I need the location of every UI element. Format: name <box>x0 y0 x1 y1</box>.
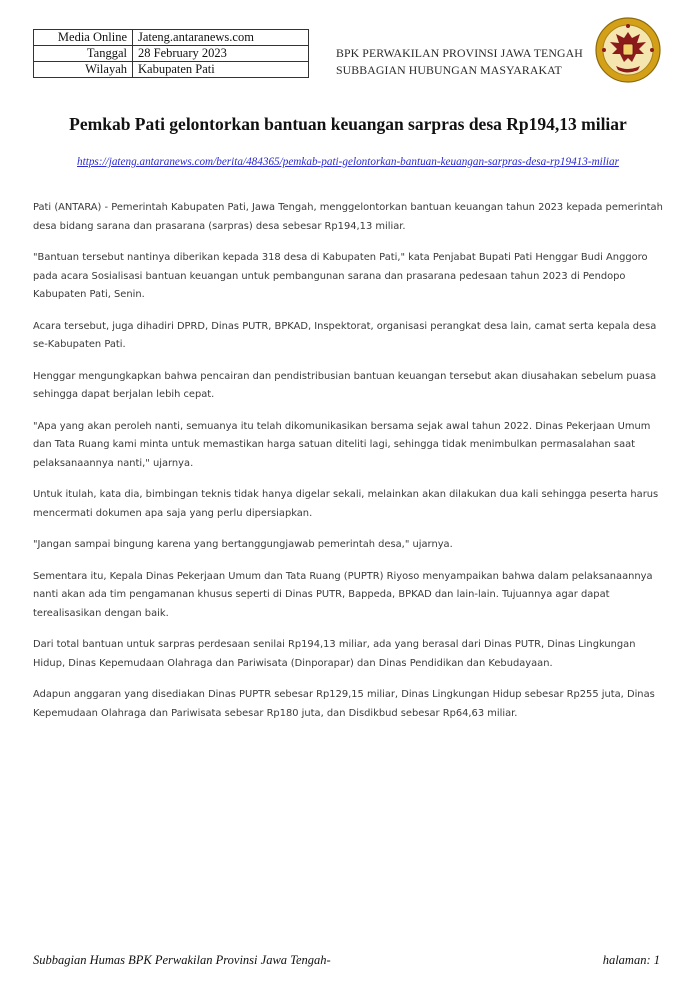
article-source-link[interactable]: https://jateng.antaranews.com/berita/484365/pemkab-pati-gelontorkan-bantuan-keuangan-sarpras-desa-rp19413-miliar <box>77 156 619 168</box>
media-info-label: Tanggal <box>34 46 133 62</box>
organization-header <box>336 45 583 79</box>
media-info-label: Wilayah <box>34 62 133 78</box>
article-title: Pemkab Pati gelontorkan bantuan keuangan sarpras desa Rp194,13 miliar <box>69 114 627 134</box>
organization-name: BPK PERWAKILAN PROVINSI JAWA TENGAH <box>336 46 583 60</box>
organization-division: SUBBAGIAN HUBUNGAN MASYARAKAT <box>336 63 562 77</box>
footer-department: Subbagian Humas BPK Perwakilan Provinsi Jawa Tengah- <box>33 953 331 967</box>
media-info-value: 28 February 2023 <box>133 46 309 62</box>
media-info-row <box>34 62 309 78</box>
article-paragraph: Sementara itu, Kepala Dinas Pekerjaan Umum dan Tata Ruang (PUPTR) Riyoso menyampaikan bahwa dalam pelaksanaannya nanti akan ada tim pengamanan khusus seperti di Dinas PUTR, Bappeda, BPKAD dan lain-lain. Tujuannya agar dapat terealisasikan dengan baik. <box>33 570 653 619</box>
article-paragraph: "Bantuan tersebut nantinya diberikan kepada 318 desa di Kabupaten Pati," kata Penjabat Bupati Pati Henggar Budi Anggoro pada acara Sosialisasi bantuan keuangan untuk pembangunan sarana dan prasarana pedesaan tahun 2023 di Pendopo Kabupaten Pati, Senin. <box>33 252 648 300</box>
media-info-value: Jateng.antaranews.com <box>133 30 309 46</box>
article-body <box>33 199 663 736</box>
media-info-table <box>33 29 309 78</box>
article-paragraph: Pati (ANTARA) - Pemerintah Kabupaten Pati, Jawa Tengah, menggelontorkan bantuan keuangan tahun 2023 kepada pemerintah desa bidang sarana dan prasarana (sarpras) desa sebesar Rp194,13 miliar. <box>33 202 663 232</box>
page-number: halaman: 1 <box>602 953 660 967</box>
media-info-label: Media Online <box>34 30 133 46</box>
article-paragraph: "Jangan sampai bingung karena yang bertanggungjawab pemerintah desa," ujarnya. <box>33 539 453 550</box>
article-paragraph: Henggar mengungkapkan bahwa pencairan dan pendistribusian bantuan keuangan tersebut akan diusahakan sebelum puasa sehingga dapat berjalan lebih cepat. <box>33 370 657 400</box>
article-paragraph: Dari total bantuan untuk sarpras perdesaan senilai Rp194,13 miliar, ada yang berasal dari Dinas PUTR, Dinas Lingkungan Hidup, Dinas Kepemudaan Olahraga dan Pariwisata (Dinporapar) dan Dinas Pendidikan dan Kebudayaan. <box>33 639 636 669</box>
media-info-row <box>34 46 309 62</box>
article-paragraph: Acara tersebut, juga dihadiri DPRD, Dinas PUTR, BPKAD, Inspektorat, organisasi perangkat desa lain, camat serta kepala desa se-Kabupaten Pati. <box>33 320 657 350</box>
article-paragraph: "Apa yang akan peroleh nanti, semuanya itu telah dikomunikasikan bersama sejak awal tahun 2022. Dinas Pekerjaan Umum dan Tata Ruang kami minta untuk memastikan harga satuan diteliti lagi, sehingga tidak menimbulkan permasalahan saat pelaksanaannya nanti," ujarnya. <box>33 420 651 469</box>
article-paragraph: Untuk itulah, kata dia, bimbingan teknis tidak hanya digelar sekali, melainkan akan dilakukan dua kali sehingga peserta harus mencermati dokumen apa saja yang perlu dipersiapkan. <box>33 489 659 519</box>
media-info-row <box>34 30 309 46</box>
media-info-value: Kabupaten Pati <box>133 62 309 78</box>
article-paragraph: Adapun anggaran yang disediakan Dinas PUPTR sebesar Rp129,15 miliar, Dinas Lingkungan Hidup sebesar Rp255 juta, Dinas Kepemudaan Olahraga dan Pariwisata sebesar Rp180 juta, dan Disdikbud sebesar Rp64,63 miliar. <box>33 689 655 719</box>
garuda-emblem-icon <box>594 16 662 84</box>
